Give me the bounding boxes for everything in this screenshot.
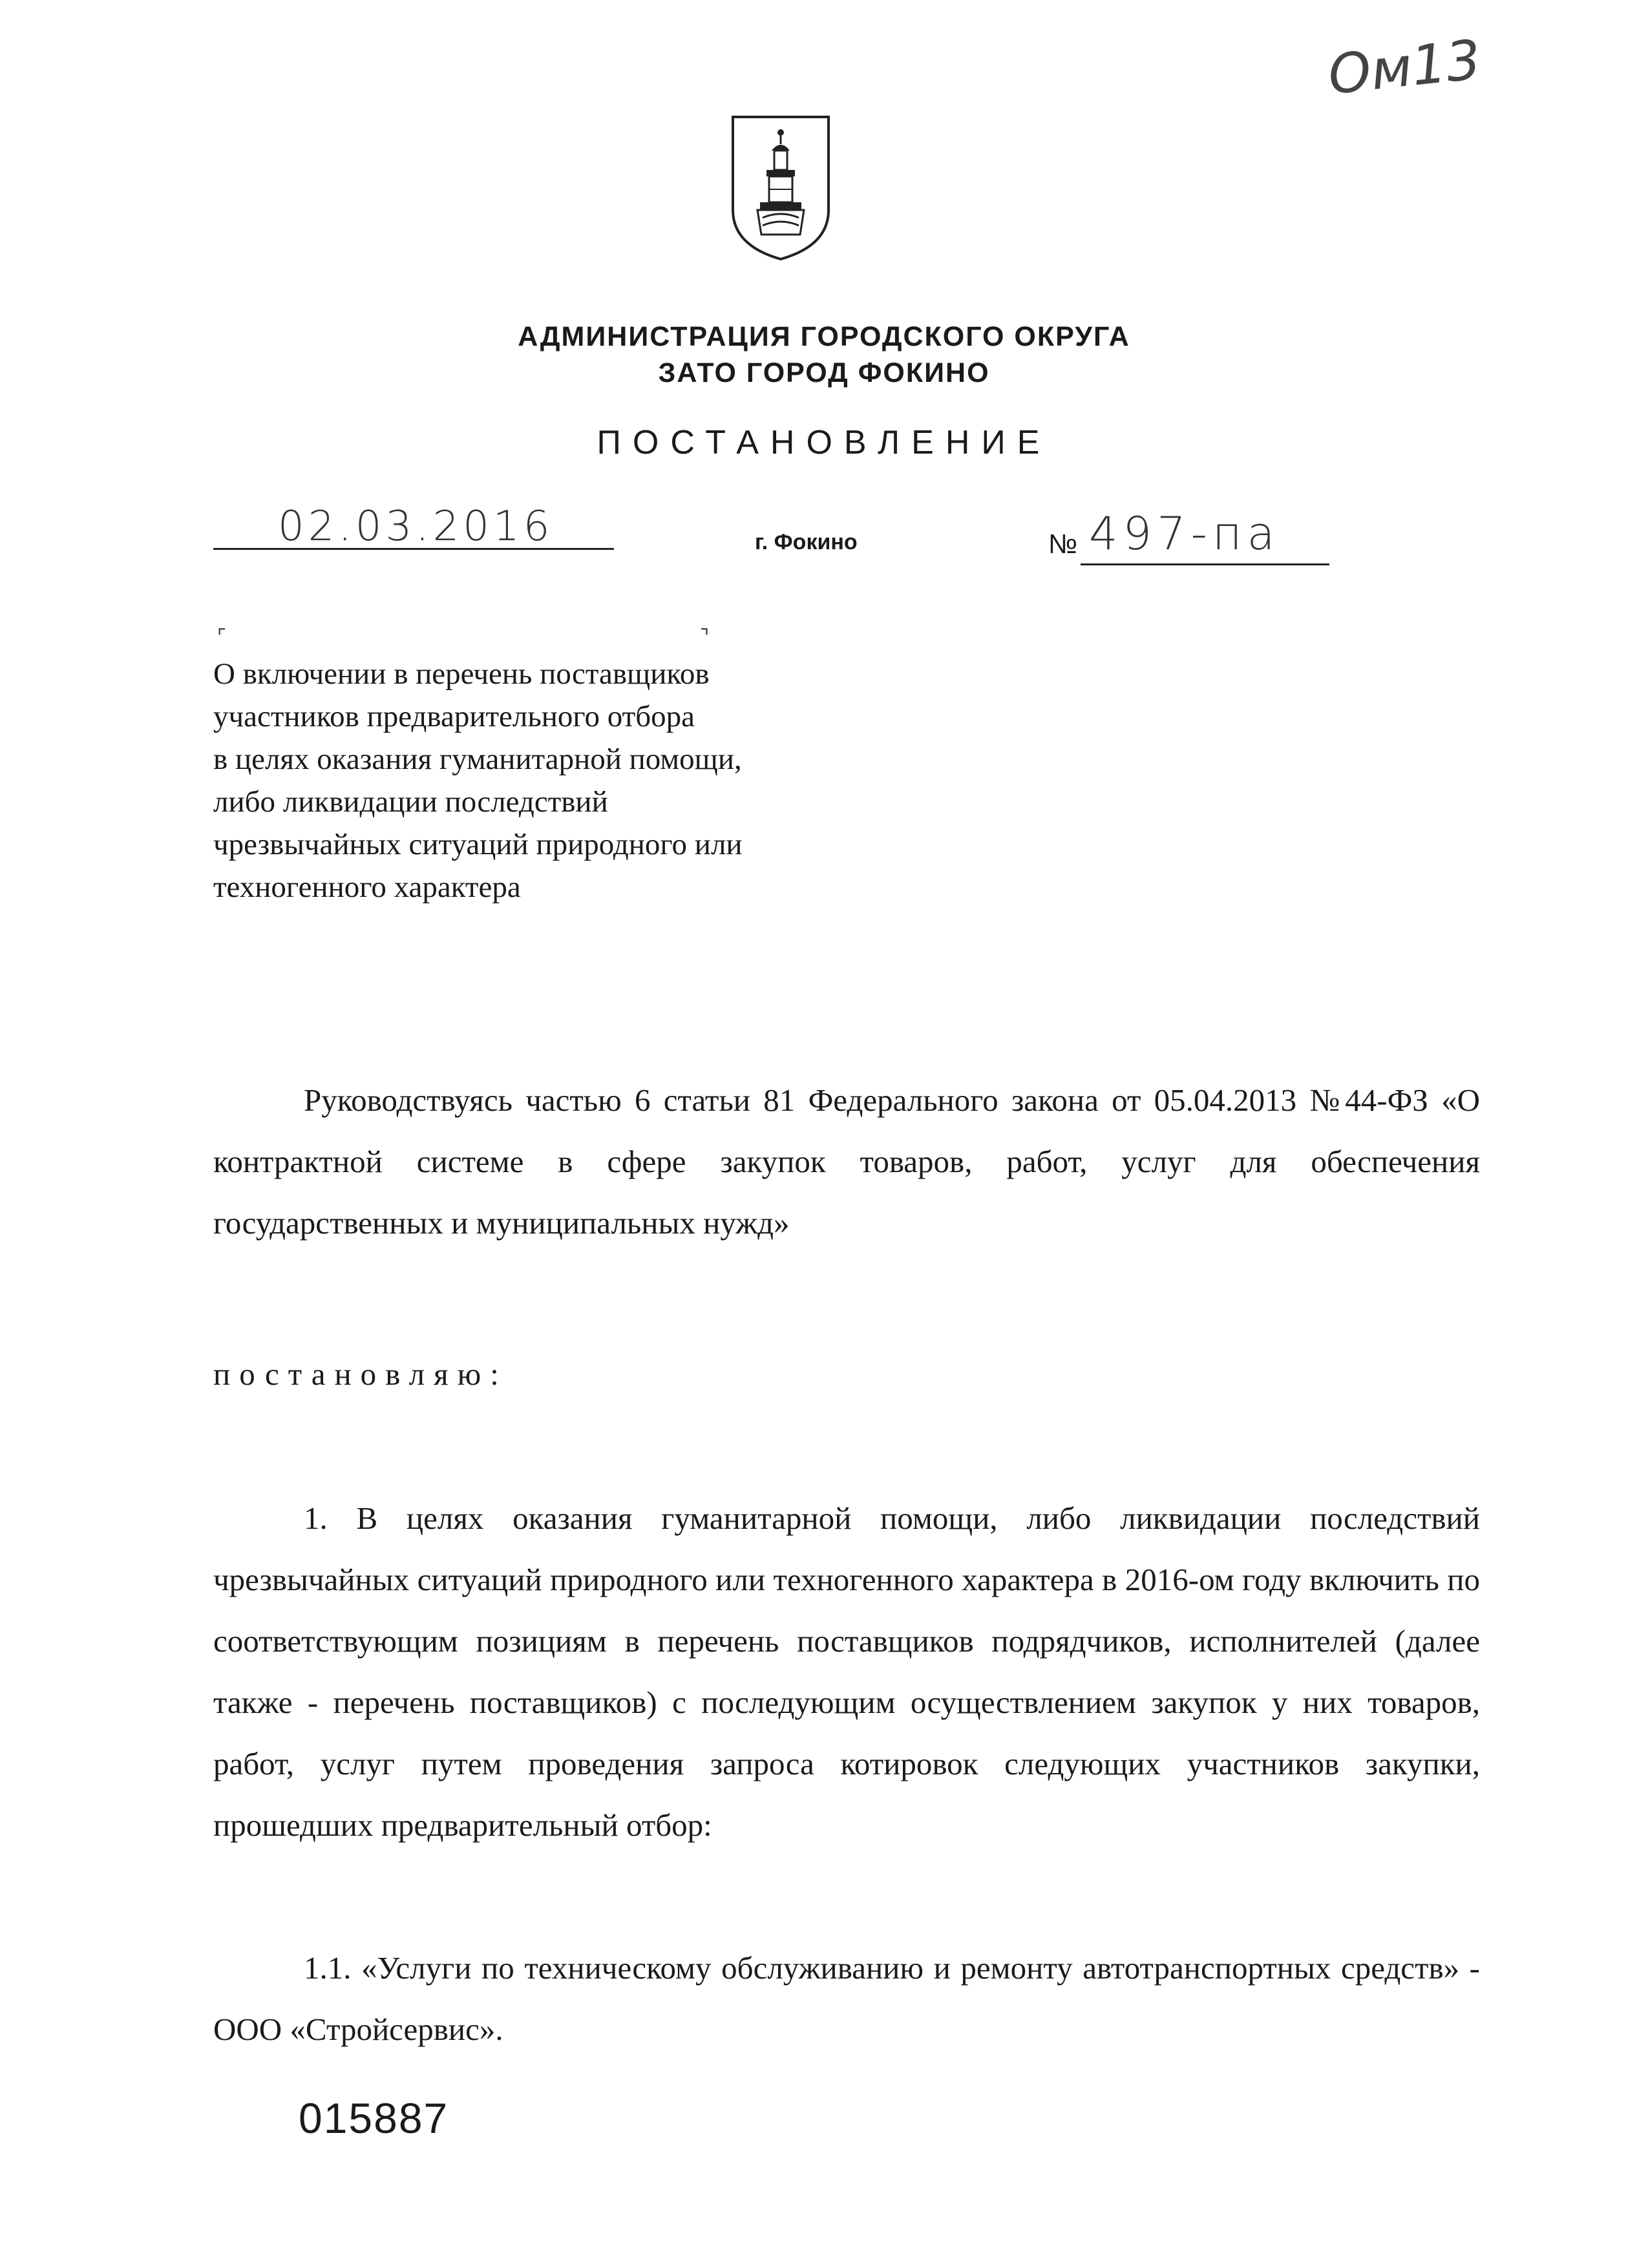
subject-corner-left: ⌜ (217, 626, 227, 647)
document-place: г. Фокино (755, 530, 858, 554)
document-number: 497-па (1089, 507, 1280, 560)
handwritten-corner-note: Ом13 (1325, 27, 1484, 107)
subject-line: О включении в перечень поставщиков (213, 657, 710, 691)
subject-corner-right: ⌝ (700, 626, 710, 647)
preamble-paragraph: Руководствуясь частью 6 статьи 81 Федерального закона от 05.04.2013 №44-ФЗ «О контрактной системе в сфере закупок товаров, работ, услуг для обеспечения государственных и муниципальных нужд» (213, 1082, 1480, 1241)
organization-name-line-1: АДМИНИСТРАЦИЯ ГОРОДСКОГО ОКРУГА (518, 321, 1130, 352)
coat-of-arms-emblem (729, 113, 832, 263)
subject-line: в целях оказания гуманитарной помощи, (213, 742, 742, 776)
subject-line: участников предварительного отбора (213, 700, 695, 733)
subject-line: либо ликвидации последствий (213, 785, 608, 819)
number-sign: № (1048, 529, 1078, 559)
item-1-1-paragraph: 1.1. «Услуги по техническому обслуживанию и ремонту автотранспортных средств» - ООО «Стройсервис». (213, 1950, 1480, 2047)
document-type-title: ПОСТАНОВЛЕНИЕ (597, 424, 1051, 461)
subject-line: техногенного характера (213, 870, 521, 904)
item-1-paragraph: 1. В целях оказания гуманитарной помощи, либо ликвидации последствий чрезвычайных ситуаций природного или техногенного характера в 2016-ом году включить по соответствующим позициям в перечень поставщиков подрядчиков, исполнителей (далее также - перечень поставщиков) с последующим осуществлением закупок у них товаров, работ, услуг путем проведения запроса котировок следующих участников закупки, прошедших предварительный отбор: (213, 1500, 1480, 1843)
document-subject (213, 653, 924, 908)
form-serial-number: 015887 (299, 2094, 449, 2142)
organization-name-line-2: ЗАТО ГОРОД ФОКИНО (658, 357, 990, 388)
number-underline (1081, 563, 1329, 565)
date-underline (213, 548, 614, 550)
decree-word: постановляю: (213, 1356, 508, 1392)
subject-line: чрезвычайных ситуаций природного или (213, 828, 743, 861)
document-date: 02.03.2016 (278, 503, 554, 551)
